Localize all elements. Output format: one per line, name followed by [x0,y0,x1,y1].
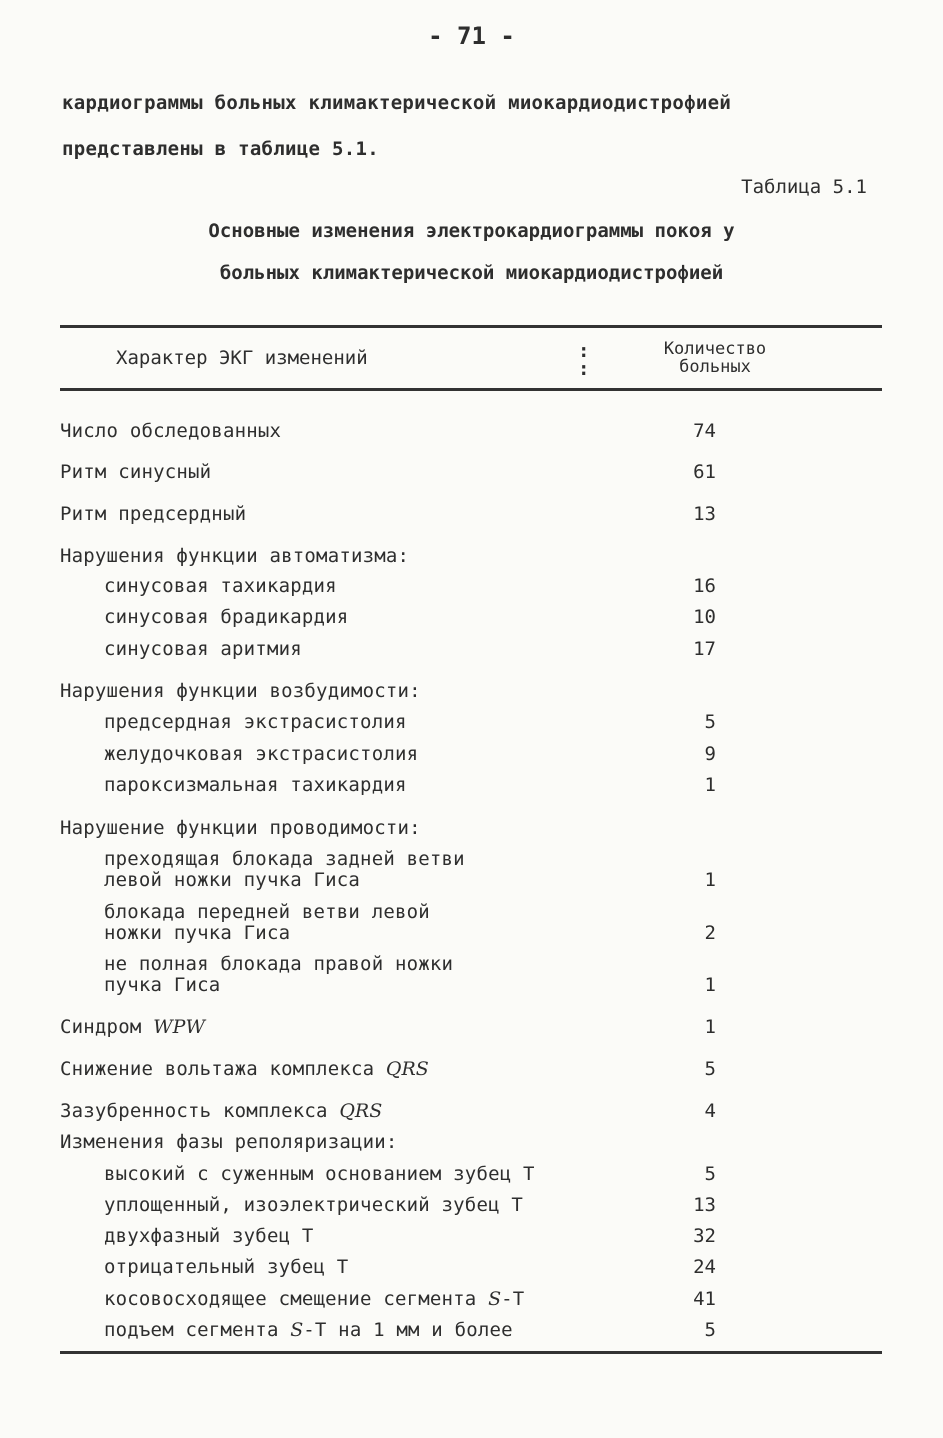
row-value: 13 [693,1194,716,1216]
header-separator-top: : [578,340,590,362]
row-label [60,1058,429,1080]
row-label: синусовая тахикардия [104,575,337,597]
row-label: левой ножки пучка Гиса [104,869,361,891]
page-number: - 71 - [428,22,515,50]
row-label-text: Синдром [60,1016,142,1038]
row-label: пароксизмальная тахикардия [104,774,407,796]
header-count-line-2: больных [679,357,751,377]
row-value: 5 [704,1163,716,1185]
row-value: 41 [693,1288,716,1310]
row-label: пучка Гиса [104,974,221,996]
row-label-text: подъем сегмента [104,1319,279,1341]
row-label [104,1288,524,1310]
row-label: Число обследованных [60,420,282,442]
section-heading: Изменения фазы реполяризации: [60,1131,398,1153]
row-value: 2 [704,922,716,944]
row-label: ножки пучка Гиса [104,922,291,944]
row-label: отрицательный зубец Т [104,1256,349,1278]
row-label: двухфазный зубец Т [104,1225,314,1247]
row-value: 1 [704,1016,716,1038]
row-label [60,1016,205,1038]
row-value: 61 [693,461,716,483]
row-value: 5 [704,1319,716,1341]
row-value: 9 [704,743,716,765]
row-value: 5 [704,711,716,733]
row-label [60,1100,382,1122]
row-label: преходящая блокада задней ветви [104,848,465,870]
table-title-line-1: Основные изменения электрокардиограммы покоя у [208,220,735,242]
row-value: 1 [704,774,716,796]
row-value: 17 [693,638,716,660]
handwritten-term: QRS [339,1100,383,1122]
row-label: Ритм синусный [60,461,212,483]
intro-line-1: кардиограммы больных климактерической миокардиодистрофией [62,92,732,114]
row-label-suffix: -Т [501,1288,525,1310]
row-label-text: Снижение вольтажа комплекса [60,1058,375,1080]
section-heading: Нарушения функции возбудимости: [60,680,421,702]
row-value: 16 [693,575,716,597]
row-value: 1 [704,974,716,996]
row-label-text: косовосходящее смещение сегмента [104,1288,477,1310]
row-value: 5 [704,1058,716,1080]
row-label-text: Зазубренность комплекса [60,1100,328,1122]
table-title-line-2: больных климактерической миокардиодистрофией [219,262,724,284]
row-label-suffix: -Т на 1 мм и более [303,1319,513,1341]
row-value: 32 [693,1225,716,1247]
row-value: 13 [693,503,716,525]
row-label: предсердная экстрасистолия [104,711,407,733]
header-count-line-1: Количество [663,339,767,359]
row-value: 1 [704,869,716,891]
row-label: синусовая аритмия [104,638,302,660]
row-value: 10 [693,606,716,628]
handwritten-term: QRS [385,1058,429,1080]
row-label: высокий с суженным основанием зубец Т [104,1163,535,1185]
row-label [104,1319,513,1341]
header-characteristic: Характер ЭКГ изменений [116,347,368,369]
row-label: желудочковая экстрасистолия [104,743,419,765]
row-label: Ритм предсердный [60,503,247,525]
table-bottom-rule [60,1351,882,1354]
row-value: 4 [704,1100,716,1122]
row-label: не полная блокада правой ножки [104,953,454,975]
table-label: Таблица 5.1 [741,176,867,198]
section-heading: Нарушения функции автоматизма: [60,545,410,567]
handwritten-term: S [290,1319,304,1341]
section-heading: Нарушение функции проводимости: [60,817,421,839]
row-label: синусовая брадикардия [104,606,349,628]
handwritten-term: S [488,1288,502,1310]
header-separator-bottom: : [578,358,590,380]
handwritten-term: WPW [153,1016,205,1038]
table-top-rule [60,325,882,328]
row-label: блокада передней ветви левой [104,901,430,923]
row-label: уплощенный, изоэлектрический зубец Т [104,1194,524,1216]
intro-line-2: представлены в таблице 5.1. [62,138,379,160]
header-bottom-rule [60,388,882,391]
row-value: 74 [693,420,716,442]
row-value: 24 [693,1256,716,1278]
